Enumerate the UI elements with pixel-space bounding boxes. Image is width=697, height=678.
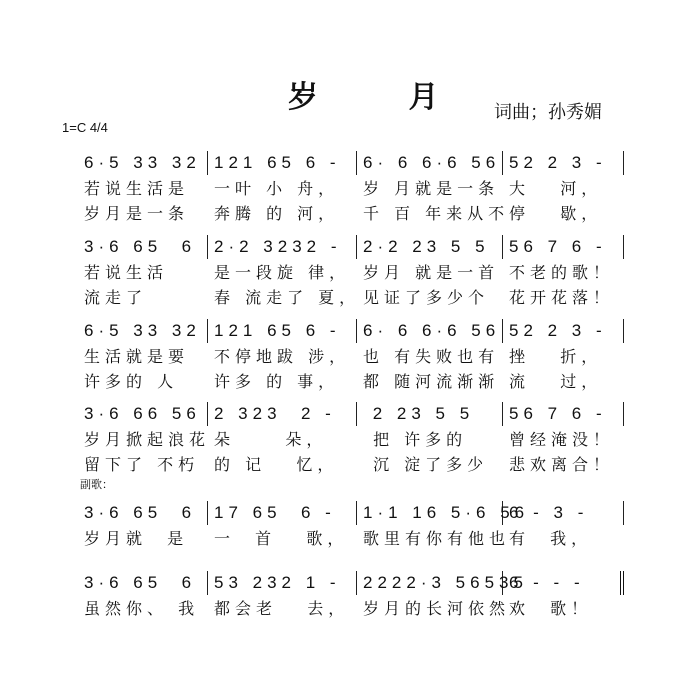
measure: 3·6 65 6: [78, 501, 208, 525]
lyric-line: [78, 259, 626, 284]
lyric-segment: 流 过，: [509, 372, 603, 391]
lyric-segment: 岁月是一条: [84, 204, 190, 223]
song-title: 岁 月: [288, 80, 479, 115]
measure: 2 323 2 -: [208, 402, 357, 426]
lyric-line: [78, 451, 626, 476]
lyric-segment: 春 流走了 夏，: [214, 288, 361, 307]
lyric-segment: 歌里有你有他也: [363, 529, 511, 548]
lyric-line: [78, 368, 626, 393]
lyric-segment: 岁 月就是一条: [363, 179, 500, 198]
lyric-line: [78, 426, 626, 451]
measure: 3·6 65 6: [78, 235, 208, 259]
lyric-segment: 若说生活: [84, 263, 169, 282]
lyric-line: [78, 175, 626, 200]
lyric-segment: 挫 折，: [509, 347, 603, 366]
measure: 6· 6 6·6 56: [357, 151, 503, 175]
lyric-segment: 岁月的长河依然: [363, 599, 511, 618]
measure: 52 2 3 -: [503, 151, 624, 175]
measure: 17 65 6 -: [208, 501, 357, 525]
lyric-segment: 岁月掀起浪花: [84, 430, 211, 449]
lyric-segment: 奔腾 的 河，: [214, 204, 340, 223]
lyric-line: [78, 525, 626, 550]
measure: 6 - 3 -: [503, 501, 624, 525]
measure: 2222·3 56535: [357, 571, 503, 595]
score-row: [78, 401, 626, 476]
measure: 2 23 5 5: [357, 402, 503, 426]
lyric-segment: 不老的歌！: [509, 263, 615, 282]
lyric-segment: 流走了: [84, 288, 148, 307]
lyric-segment: 岁月 就是一首: [363, 263, 500, 282]
lyric-segment: 的 记 忆，: [214, 455, 339, 474]
lyric-segment: 花开花落！: [509, 288, 615, 307]
score-row: [78, 150, 626, 225]
chorus-label: 副歌：: [80, 478, 113, 491]
lyric-line: [78, 200, 626, 225]
score-row: [78, 234, 626, 309]
lyric-segment: 曾经淹没！: [509, 430, 615, 449]
lyric-line: [78, 595, 626, 620]
lyric-segment: 岁月就 是: [84, 529, 189, 548]
lyric-segment: 一 首 歌，: [214, 529, 349, 548]
measure: 121 65 6 -: [208, 319, 357, 343]
score-row: [78, 570, 626, 620]
lyric-segment: 有 我，: [509, 529, 593, 548]
lyric-segment: 欢 歌！: [509, 599, 593, 618]
measure: 6·5 33 32: [78, 319, 208, 343]
measure: 3·6 66 56: [78, 402, 208, 426]
measure: 53 232 1 -: [208, 571, 357, 595]
measure: 2·2 23 5 5: [357, 235, 503, 259]
notation-line: [78, 234, 626, 259]
measure: 2·2 3232 -: [208, 235, 357, 259]
lyric-segment: 留下了 不朽: [84, 455, 200, 474]
notation-line: [78, 401, 626, 426]
lyric-segment: 都 随河流渐渐: [363, 372, 500, 391]
measure: 3·6 65 6: [78, 571, 208, 595]
lyric-segment: 不停地跋 涉，: [214, 347, 351, 366]
lyric-segment: 也 有失败也有: [363, 347, 500, 366]
lyric-segment: 虽然你、 我: [84, 599, 200, 618]
measure: 6·5 33 32: [78, 151, 208, 175]
score-row: [78, 318, 626, 393]
lyric-segment: 朵 朵，: [214, 430, 328, 449]
lyric-segment: 许多 的 事，: [214, 372, 340, 391]
key-signature: 1=C 4/4: [62, 120, 108, 135]
notation-line: [78, 570, 626, 595]
measure: 56 7 6 -: [503, 235, 624, 259]
notation-line: [78, 318, 626, 343]
measure: 6 - - -: [503, 571, 624, 595]
credit: 词曲；孙秀媚: [494, 102, 602, 123]
lyric-segment: 悲欢离合！: [509, 455, 615, 474]
score-row: [78, 500, 626, 550]
notation-line: [78, 500, 626, 525]
lyric-line: [78, 343, 626, 368]
measure: 52 2 3 -: [503, 319, 624, 343]
lyric-line: [78, 284, 626, 309]
measure: 121 65 6 -: [208, 151, 357, 175]
lyric-segment: 生活就是要: [84, 347, 190, 366]
lyric-segment: 都会老 去，: [214, 599, 350, 618]
lyric-segment: 沉 淀了多少: [363, 455, 489, 474]
measure: 56 7 6 -: [503, 402, 624, 426]
lyric-segment: 许多的 人: [84, 372, 179, 391]
lyric-segment: 千 百 年来从不: [363, 204, 510, 223]
measure: 1·1 16 5·6 56: [357, 501, 503, 525]
measure: 6· 6 6·6 56: [357, 319, 503, 343]
lyric-segment: 若说生活是: [84, 179, 190, 198]
lyric-segment: 见证了多少个: [363, 288, 490, 307]
lyric-segment: 是一段旋 律，: [214, 263, 351, 282]
lyric-segment: 大 河，: [509, 179, 603, 198]
lyric-segment: 把 许多的: [363, 430, 468, 449]
lyric-segment: 一叶 小 舟，: [214, 179, 340, 198]
notation-line: [78, 150, 626, 175]
lyric-segment: 停 歇，: [509, 204, 603, 223]
